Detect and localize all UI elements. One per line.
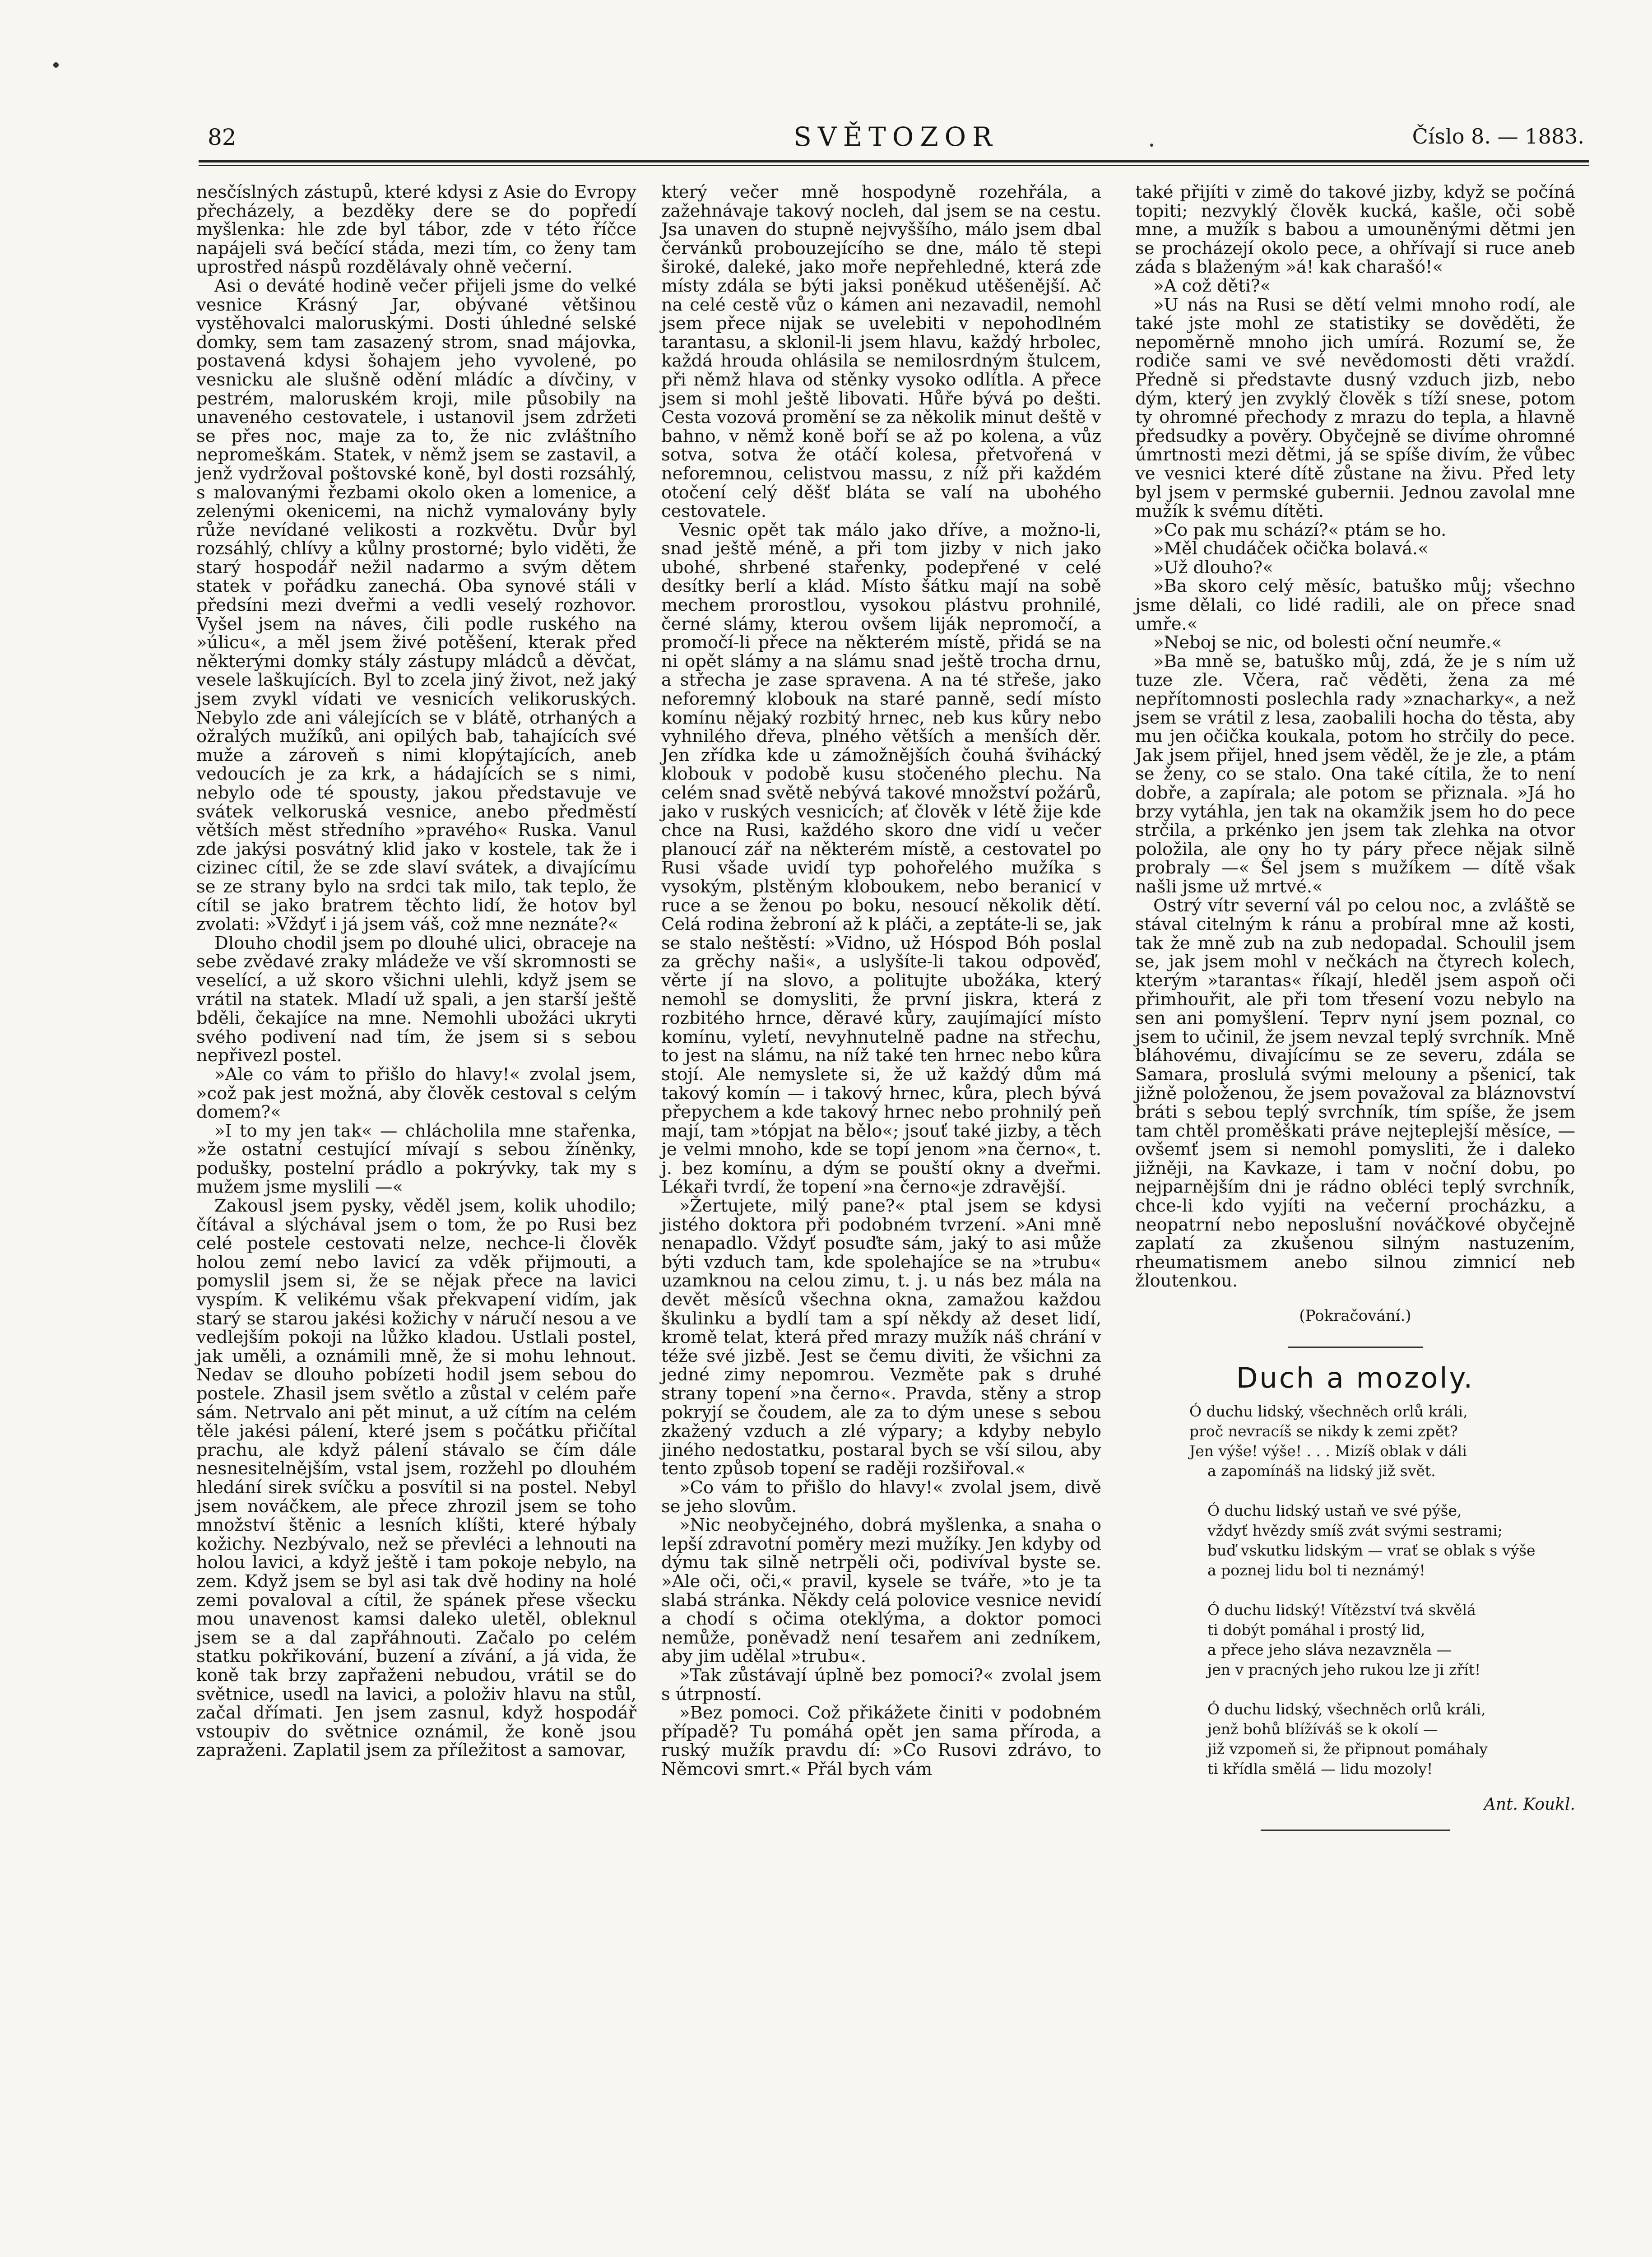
dialogue-paragraph: »Bez pomoci. Což přikážete činiti v podobném případě? Tu pomáhá opět jen sama příroda, a ruský mužík pravdu dí: »Co Rusovi zdrávo, to Němcovi smrt.« Přál bych vám (661, 1703, 1101, 1779)
poem-line: a zapomínáš na lidský již svět. (1207, 1462, 1436, 1480)
issue-info: Číslo 8. — 1883. (1412, 124, 1584, 149)
dialogue-paragraph: »Ale co vám to přišlo do hlavy!« zvolal jsem, »což pak jest možná, aby člověk cestoval s celým domem?« (196, 1064, 636, 1123)
poem-line: Ó duchu lidský ustaň ve své pýše, (1207, 1502, 1462, 1520)
column-1 (196, 183, 636, 1760)
dialogue-paragraph: »Ba mně se, batuško můj, zdá, že je s ním už tuze zle. Včera, rač věděti, žena za mé nepřítomnosti poslechla rady »znacharky«, a než jsem se vrátil z lesa, zaobalili hocha do těsta, aby mu jen očička koukala, potom ho strčily do pece. Jak jsem přijel, hned jsem věděl, že je zle, a ptám se ženy, co se stalo. Ona také cítila, že to není dobře, a zapírala; ale potom se přiznala. »Já ho brzy vytáhla, jen tak na okamžik jsem ho do pece strčila, a prkénko jen jsem tak zlehka na otvor položila, ale ony ho ty páry přece nějak silně probraly —« Šel jsem s mužíkem — dítě však našli jsme už mrtvé.« (1135, 651, 1575, 897)
paragraph: Vesnic opět tak málo jako dříve, a možno-li, snad ještě méně, a při tom jizby v nich jako ubohé, shrbené stařenky, podepřené v celé desítky berlí a klád. Místo šátku mají na sobě mechem prorostlou, vysokou plástvu prohnilé, černé slámy, kterou ovšem liják nepromočí, a promočí-li přece na některém místě, přidá se na ni opět slámy a na slámu snad ještě trocha drnu, a střecha je zase spravena. A na té střeše, jako neforemný klobouk na staré panně, sedí místo komínu nějaký rozbitý hrnec, neb kus kůry nebo vyhnilého dřeva, plného větších a menších děr. Jen zřídka kde u zámožnějších čouhá švihácký klobouk v podobě kusu stočeného plechu. Na celém snad světě nebývá takové množství požárů, jako v ruských vesnicích; ať člověk v létě žije kde chce na Rusi, každého skoro dne vidí u večer planoucí zář na některém místě, a cestovatel po Rusi všade uvidí typ pohořelého mužíka s vysokým, plstěným kloboukem, nebo beranicí v ruce a se ženou po boku, nesoucí několik dětí. Celá rodina žebroní až k pláči, a zeptáte-li se, jak se stalo neštěstí: »Vidno, už Hóspod Bóh poslal za grěchy naši«, a uslyšíte-li takou odpověď, věrte jí na slovo, a politujte ubožáka, který nemohl se domysliti, že první jiskra, která z rozbitého hrnce, děravé kůry, zaujímající místo komínu, vyletí, nevyhnutelně padne na střechu, to jest na slámu, na níž také ten hrnec nebo kůra stojí. Ale nemyslete si, že už každý dům má takový komín — i takový hrnec, kůra, plech bývá přepychem a kde takový hrnec nebo prohnilý peň mají, tam »tópjat na bělo«; jsouť také jizby, a těch je velmi mnoho, kde se topí jenom »na černo«, t. j. bez komínu, a dým se pouští okny a dveřmi. Lékaři tvrdí, že topení »na černo«je zdravější. (661, 520, 1101, 1198)
poem-line: Ó duchu lidský, všechněch orlů králi, (1189, 1402, 1468, 1421)
poem-line: ti dobýt pomáhal i prostý lid, (1207, 1621, 1425, 1639)
dialogue-paragraph: »Co vám to přišlo do hlavy!« zvolal jsem, divě se jeho slovům. (661, 1477, 1101, 1517)
poem-stanza (1189, 1402, 1575, 1481)
dialogue-paragraph: »Tak zůstávají úplně bez pomoci?« zvolal jsem s útrpností. (661, 1665, 1101, 1704)
poem-line: již vzpomeň si, že připnout pomáhaly (1207, 1740, 1488, 1758)
poem-line: Ó duchu lidský, všechněch orlů králi, (1207, 1700, 1486, 1718)
poem (1135, 1402, 1575, 1779)
poem-line: buď vskutku lidským — vrať se oblak s výše (1207, 1542, 1536, 1560)
dialogue-paragraph: »Co pak mu schází?« ptám se ho. (1153, 520, 1447, 540)
continued-note: (Pokračování.) (1299, 1307, 1411, 1325)
paragraph: Asi o deváté hodině večer přijeli jsme do velké vesnice Krásný Jar, obývané většinou vystěhovalci maloruskými. Dosti úhledné selské domky, sem tam zasazený strom, snad májovka, postavená kdysi šohajem jeho vyvolené, po vesnicku ale slušně odění mládíc a dívčiny, v pestrém, maloruském kroji, mile působily na unaveného cestovatele, i ustanovil jsem zdržeti se přes noc, maje za to, že nic zvláštního nepromeškám. Statek, v němž jsem se zastavil, a jenž vydržoval poštovské koně, byl dosti rozsáhlý, s malovanými řezbami okolo oken a lomenice, a zelenými okenicemi, na nichž vymalovány byly růže nevídané velikosti a rozkvětu. Dvůr byl rozsáhlý, chlívy a kůlny prostorné; bylo viděti, že starý hospodář nežil nadarmo a svým dětem statek v pořádku zanechá. Oba synové stáli v předsíni mezi dveřmi a vedli veselý rozhovor. Vyšel jsem na náves, čili podle ruského na »úlicu«, a měl jsem živé potěšení, kterak před některými domky stály zástupy mládců a děvčat, vesele laškujících. Byl to zcela jiný život, než jaký jsem zvykl vídati ve vesnicích velikoruských. Nebylo zde ani válejících se v blátě, otrhaných a ožralých mužíků, ani opilých bab, tahajících své muže a zároveň s nimi klopýtajících, aneb vedoucích je za krk, a hádajících se s nimi, nebylo ode té spousty, jakou představuje ve svátek velkoruská vesnice, anebo předměstí větších měst středního »pravého« Ruska. Vanul zde jakýsi posvátný klid jako v kostele, tak že i cizinec cítil, že se zde slaví svátek, a divajícímu se ze strany bylo na srdci tak milo, tak teplo, že cítil se jako bratrem těchto lidí, že hotov byl zvolati: »Vždyť i já jsem váš, což mne neznáte?« (196, 275, 636, 935)
poem-line: jenž bohů blížíváš se k okolí — (1207, 1720, 1438, 1738)
poem-stanza (1189, 1501, 1575, 1580)
poem-line: a poznej lidu bol ti neznámý! (1207, 1561, 1425, 1579)
page-number: 82 (208, 124, 237, 150)
poem-stanza (1189, 1700, 1575, 1779)
dialogue-paragraph: »Ba skoro celý měsíc, batuško můj; všechno jsme dělali, co lidé radili, ale on přece snad umře.« (1135, 576, 1575, 634)
dialogue-paragraph: »A což děti?« (1153, 275, 1271, 296)
dialogue-paragraph: »U nás na Rusi se dětí velmi mnoho rodí, ale také jste mohl ze statistiky se dověděti, že nepoměrně mnoho jich umírá. Rozumí se, že rodiče sami ve své nevědomosti děti vraždí. Předně si představte dusný vzduch jizb, nebo dým, který jen zvyklý člověk s tíží snese, potom ty ohromné přechody z mrazu do tepla, a hlavně předsudky a pověry. Obyčejně se divíme ohromné úmrtnosti mezi dětmi, já se spíše divím, že vůbec ve vesnici které dítě zůstane na živu. Před lety byl jsem v permské gubernii. Jednou zavolal mne mužík k svému dítěti. (1135, 294, 1575, 522)
dialogue-paragraph: »Neboj se nic, od bolesti oční neumře.« (1153, 632, 1502, 653)
poem-author: Ant. Koukl. (1484, 1795, 1575, 1814)
paragraph: Ostrý vítr severní vál po celou noc, a zvláště se stával citelným k ránu a probíral mne až kosti, tak že mně zub na zub nedopadal. Schoulil jsem se, jak jsem mohl v nečkách na čtyrech kolech, kterým »tarantas« říkají, hleděl jsem aspoň oči přimhouřit, ale při tom třesení vozu nebylo na sen ani pomyšlení. Teprv nyní jsem poznal, co jsem to učinil, že jsem nevzal teplý svrchník. Mně bláhovému, divajícímu se ze severu, zdála se Samara, proslulá svými melouny a pšenicí, tak jižně položenou, že jsem považoval za bláznovství bráti s sebou teplý svrchník, tím spíše, že jsem tam chtěl proměškati práve nejteplejší měsíce, — ovšemť jsem si nemohl pomysliti, že i daleko jižněji, na Kavkaze, i tam v noční dobu, po nejparnějším dni je rádno obléci teplý svrchník, chce-li kdo vyjíti na večerní procházku, a neopatrní nebo neposlušní nováčkové obyčejně zaplatí za zkušenou silným nastuzením, rheumatismem anebo silnou zimnicí neb žloutenkou. (1135, 895, 1575, 1291)
poem-line: a přece jeho sláva nezavzněla — (1207, 1641, 1452, 1659)
header-rule (199, 160, 1589, 166)
column-2 (661, 183, 1101, 1779)
page-header (208, 121, 1584, 156)
journal-title: SVĚTOZOR (794, 121, 998, 152)
dialogue-paragraph: »Už dlouho?« (1153, 557, 1273, 578)
poem-stanza (1189, 1600, 1575, 1680)
dialogue-paragraph: »Nic neobyčejného, dobrá myšlenka, a snaha o lepší zdravotní poměry mezi mužíky. Jen kdyby od dýmu tak silně netrpěli oči, podivíval byste se. »Ale oči, oči,« pravil, kysele se tváře, »to je ta slabá stránka. Někdy celá polovice vesnice nevidí a chodí s očima oteklýma, a doktor pomoci nemůže, poněvadž není tesařem ani zedníkem, aby jim udělal »trubu«. (661, 1515, 1101, 1667)
poem-line: jen v pracných jeho rukou lze ji zřít! (1207, 1661, 1481, 1679)
paragraph: který večer mně hospodyně rozehřála, a zažehnávaje takový nocleh, dal jsem se na cestu. Jsa unaven do stupně nejvyššího, málo jsem dbal červánků probouzejícího se dne, málo tě stepi široké, daleké, jako moře nepřehledné, která zde místy zdála se býti jaksi poněkud utěšenější. Ač na celé cestě vůz o kámen ani nezavadil, nemohl jsem přece nijak se uvelebiti v nepohodlném tarantasu, a sklonil-li jsem hlavu, každý hrbolec, každá hrouda ohlásila se nemilosrdným štulcem, při němž hlava od stěnky vysoko odlítla. A přece jsem si mohl ještě libovati. Hůře bývá po dešti. Cesta vozová promění se za několik minut deště v bahno, v němž koně boří se až po kolena, a vůz sotva, sotva že otáčí kolesa, přetvořená v neforemnou, celistvou massu, z níž při každém otočení celý děšť bláta se valí na ubohého cestovatele. (661, 182, 1101, 522)
poem-title: Duch a mozoly. (1236, 1361, 1475, 1394)
print-speck (53, 62, 59, 68)
end-divider (1261, 1830, 1450, 1831)
section-divider (1288, 1347, 1423, 1348)
dialogue-paragraph: »Žertujete, milý pane?« ptal jsem se kdysi jistého doktora při podobném tvrzení. »Ani mně nenapadlo. Vždyť posuďte sám, jaký to asi může býti vzduch tam, kde spolehajíce se na »trubu« uzamknou na celou zimu, t. j. u nás bez mála na devět měsíců všechna okna, zamažou každou škulinku a bydlí tam a spí někdy až deset lidí, kromě telat, která před mrazy mužík náš chrání v téže své jizbě. Jest se čemu diviti, že všichni za jedné zimy nepomrou. Vezměte pak s druhé strany topení »na černo«. Pravda, stěny a strop pokryjí se čoudem, ale za to dým unese s sebou zkažený vzduch a zlé výpary; a kdyby nebylo jiného nedostatku, postaral bych se vší silou, aby tento způsob topení se raději rozšiřoval.« (661, 1196, 1101, 1479)
column-3 (1135, 183, 1575, 1831)
poem-line: vždyť hvězdy smíš zvát svými sestrami; (1207, 1522, 1503, 1540)
poem-line: Jen výše! výše! . . . Mizíš oblak v dáli (1189, 1442, 1467, 1460)
paragraph: také přijíti v zimě do takové jizby, když se počíná topiti; nezvyklý člověk kucká, kašle, oči sobě mne, a mužík s babou a umouněnými dětmi jen se procházejí okolo pece, a ohřívají si ruce aneb záda s blaženým »á! kak charašó!« (1135, 182, 1575, 278)
paragraph: nesčíslných zástupů, které kdysi z Asie do Evropy přecházely, a bezděky dere se do popředí myšlenka: hle zde byl tábor, zde v této říčce napájeli svá bečící stáda, mezi tím, co ženy tam uprostřed náspů rozdělávaly ohně večerní. (196, 182, 636, 278)
poem-line: proč nevracíš se nikdy k zemi zpět? (1189, 1422, 1458, 1440)
dialogue-paragraph: »I to my jen tak« — chlácholila mne stařenka, »že ostatní cestující mívají s sebou žíněnky, podušky, postelní prádlo a pokrývky, tak my s mužem jsme myslili —« (196, 1120, 636, 1198)
paragraph: Dlouho chodil jsem po dlouhé ulici, obraceje na sebe zvědavé zraky mládeže ve vší skromnosti se veselící, a už skoro všichni ulehli, když jsem se vrátil na statek. Mladí už spali, a jen starší ještě bděli, čekajíce na mne. Nemohli ubožáci ukryti svého podivení nad tím, že jsem si s sebou nepřivezl postel. (196, 933, 636, 1066)
dialogue-paragraph: »Měl chudáček očička bolavá.« (1153, 539, 1429, 559)
poem-line: ti křídla smělá — lidu mozoly! (1207, 1760, 1433, 1778)
poem-line: Ó duchu lidský! Vítězství tvá skvělá (1207, 1601, 1476, 1619)
paragraph: Zakousl jsem pysky, věděl jsem, kolik uhodilo; čítával a slýchával jsem o tom, že po Rusi bez celé postele cestovati nelze, nechce-li člověk holou zemí nebo lavicí za vděk přijmouti, a pomyslil jsem si, že se nějak přece na lavici vyspím. K velikému však překvapení vidím, jak starý se starou jakési kožichy v náručí nesou a ve vedlejším pokoji na lůžko kladou. Ustlali postel, jak uměli, a oznámili mně, že si mohu lehnout. Nedav se dlouho pobízeti hodil jsem sebou do postele. Zhasil jsem světlo a zůstal v celém paře sám. Netrvalo ani pět minut, a už cítím na celém těle jakési pálení, které jsem s počátku přičítal prachu, ale když pálení stávalo se čím dále nesnesitelnějším, vstal jsem, rozžehl po dlouhém hledání sirek svíčku a posvítil si na postel. Nebyl jsem nováčkem, ale přece zhrozil jsem se toho množství štěnic a lesních klíšti, které hýbaly kožichy. Nezbývalo, než se převléci a lehnouti na holou lavici, a když ještě i tam pokoje nebylo, na zem. Když jsem se byl asi tak dvě hodiny na holé zemi povaloval a cítil, že spánek přese všecku mou unavenost kamsi daleko uletěl, obleknul jsem se a dal zapřáhnouti. Začalo po celém statku pokřikování, buzení a zívání, a já vida, že koně tak brzy zapřaženi nebudou, vrátil se do světnice, usedl na lavici, a položiv hlavu na stůl, začal dřímati. Jen jsem zasnul, když hospodář vstoupiv do světnice oznámil, že koně jsou zapraženi. Zaplatil jsem za příležitost a samovar, (196, 1196, 636, 1761)
